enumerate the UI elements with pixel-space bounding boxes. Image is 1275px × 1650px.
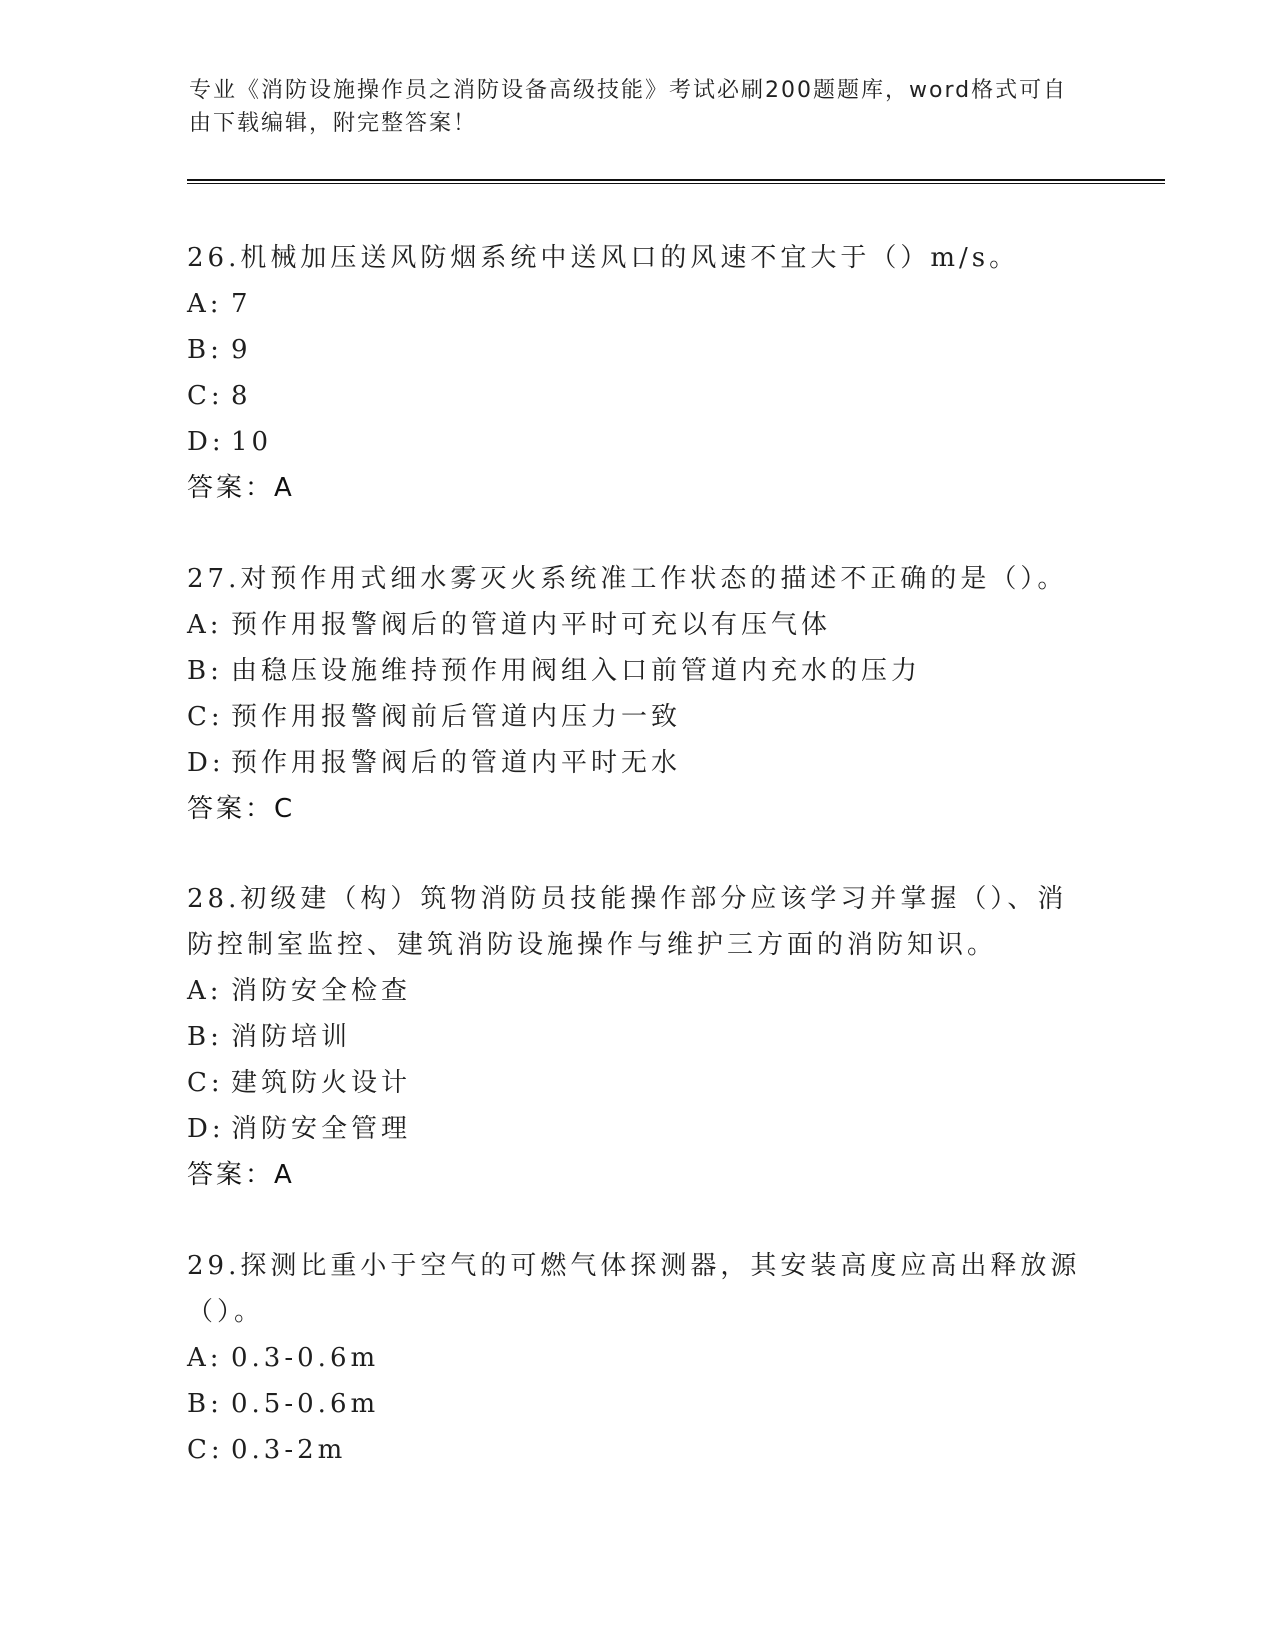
option-key: D: bbox=[187, 748, 225, 778]
option-text: 8 bbox=[231, 381, 252, 411]
option-d bbox=[187, 740, 1087, 786]
option-c bbox=[187, 1427, 1087, 1473]
option-c bbox=[187, 694, 1087, 740]
option-text: 预作用报警阀后的管道内平时无水 bbox=[231, 748, 682, 778]
answer-line: 答案：C bbox=[187, 794, 296, 824]
option-text: 0.3-2m bbox=[231, 1435, 347, 1465]
option-key: B: bbox=[187, 1389, 223, 1419]
option-key: D: bbox=[187, 427, 225, 457]
option-a bbox=[187, 968, 1087, 1014]
option-text: 0.3-0.6m bbox=[231, 1343, 380, 1373]
option-text: 7 bbox=[231, 289, 252, 319]
option-text: 10 bbox=[231, 427, 273, 457]
option-text: 建筑防火设计 bbox=[231, 1068, 412, 1098]
header-divider bbox=[187, 179, 1165, 181]
question-stem: 29.探测比重小于空气的可燃气体探测器，其安装高度应高出释放源（）。 bbox=[187, 1251, 1081, 1327]
option-text: 消防安全管理 bbox=[231, 1114, 412, 1144]
option-a bbox=[187, 602, 1087, 648]
header-divider-thin bbox=[187, 183, 1165, 184]
option-text: 消防安全检查 bbox=[231, 976, 412, 1006]
option-text: 9 bbox=[231, 335, 252, 365]
option-d bbox=[187, 1106, 1087, 1152]
option-key: C: bbox=[187, 702, 224, 732]
question-29 bbox=[187, 1243, 1087, 1473]
question-27 bbox=[187, 556, 1087, 832]
option-text: 预作用报警阀前后管道内压力一致 bbox=[231, 702, 682, 732]
option-key: A: bbox=[187, 1343, 223, 1373]
option-key: C: bbox=[187, 1068, 224, 1098]
question-stem: 26.机械加压送风防烟系统中送风口的风速不宜大于（）m/s。 bbox=[187, 243, 1020, 273]
option-d bbox=[187, 419, 1087, 465]
option-text: 预作用报警阀后的管道内平时可充以有压气体 bbox=[231, 610, 832, 640]
option-c bbox=[187, 373, 1087, 419]
question-26 bbox=[187, 235, 1087, 511]
option-text: 由稳压设施维持预作用阀组入口前管道内充水的压力 bbox=[231, 656, 922, 686]
question-stem: 27.对预作用式细水雾灭火系统准工作状态的描述不正确的是（）。 bbox=[187, 564, 1068, 594]
option-text: 消防培训 bbox=[231, 1022, 352, 1052]
question-stem: 28.初级建（构）筑物消防员技能操作部分应该学习并掌握（）、消防控制室监控、建筑消防设施操作与维护三方面的消防知识。 bbox=[187, 884, 1068, 960]
option-key: D: bbox=[187, 1114, 225, 1144]
option-key: B: bbox=[187, 335, 223, 365]
answer-line: 答案：A bbox=[187, 473, 295, 503]
document-header: 专业《消防设施操作员之消防设备高级技能》考试必刷200题题库，word格式可自由下载编辑，附完整答案！ bbox=[189, 78, 1068, 136]
answer-line: 答案：A bbox=[187, 1160, 295, 1190]
option-key: C: bbox=[187, 381, 224, 411]
option-key: B: bbox=[187, 1022, 223, 1052]
option-key: A: bbox=[187, 289, 223, 319]
question-28 bbox=[187, 876, 1087, 1198]
option-b bbox=[187, 648, 1087, 694]
option-text: 0.5-0.6m bbox=[231, 1389, 380, 1419]
option-b bbox=[187, 1014, 1087, 1060]
option-key: A: bbox=[187, 610, 223, 640]
option-a bbox=[187, 281, 1087, 327]
option-key: C: bbox=[187, 1435, 224, 1465]
option-key: A: bbox=[187, 976, 223, 1006]
option-a bbox=[187, 1335, 1087, 1381]
option-b bbox=[187, 1381, 1087, 1427]
option-c bbox=[187, 1060, 1087, 1106]
option-b bbox=[187, 327, 1087, 373]
option-key: B: bbox=[187, 656, 223, 686]
